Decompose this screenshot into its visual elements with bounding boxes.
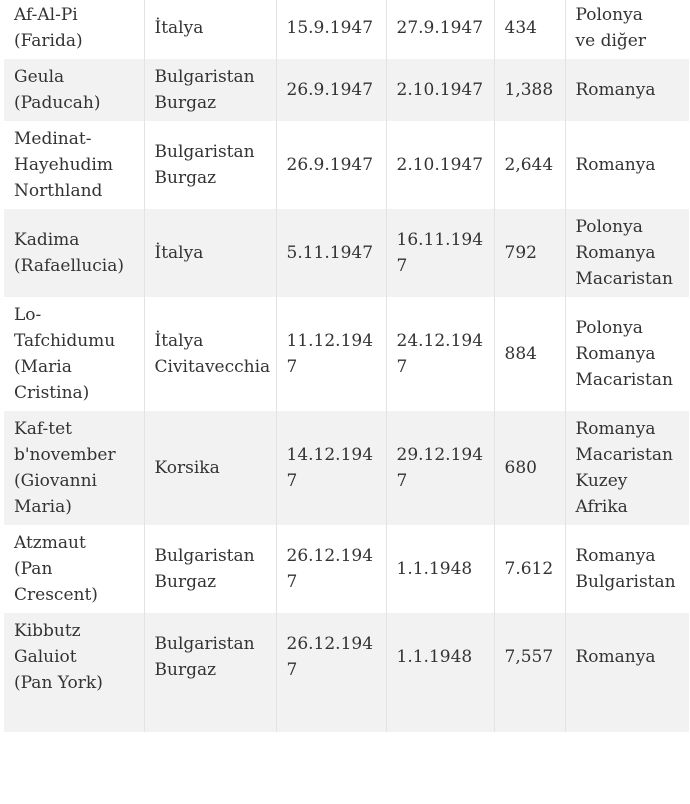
- departure-port-line: Korsika: [154, 458, 220, 478]
- departure-port-cell: [144, 59, 276, 121]
- departure-port-cell: [144, 209, 276, 297]
- ship-name-line: (Rafaellucia): [14, 256, 124, 276]
- origin-country-line: Romanya: [575, 647, 656, 667]
- departure-port-line: Burgaz: [154, 660, 217, 680]
- arrival-date-cell: 2.10.1947: [386, 59, 494, 121]
- ship-name-cell: [4, 59, 144, 121]
- table-row: [4, 209, 689, 297]
- table-row: [4, 297, 689, 411]
- ship-name-line: Kaf-tet: [14, 419, 72, 439]
- ship-name-line: Cristina): [14, 383, 90, 403]
- departure-date-cell: 11.12.1947: [276, 297, 386, 411]
- passenger-count-cell: 7,557: [494, 613, 565, 732]
- ship-name-cell: [4, 209, 144, 297]
- arrival-date-cell: 29.12.1947: [386, 411, 494, 525]
- origin-country-line: Bulgaristan: [575, 572, 676, 592]
- table-row: [4, 411, 689, 525]
- table-row: [4, 59, 689, 121]
- arrival-date-cell: 27.9.1947: [386, 0, 494, 59]
- ship-name-cell: [4, 411, 144, 525]
- departure-port-cell: [144, 613, 276, 732]
- departure-port-cell: [144, 297, 276, 411]
- ship-name-line: Medinat-: [14, 129, 92, 149]
- departure-port-line: Burgaz: [154, 572, 217, 592]
- ship-table: [4, 0, 689, 732]
- origin-country-line: Macaristan: [575, 445, 673, 465]
- table-row: [4, 121, 689, 209]
- ship-name-line: (Pan York): [14, 673, 103, 693]
- departure-date-cell: 15.9.1947: [276, 0, 386, 59]
- ship-name-line: Af-Al-Pi: [14, 5, 78, 25]
- origin-country-cell: [565, 411, 689, 525]
- departure-port-line: İtalya: [154, 331, 204, 351]
- departure-port-line: İtalya: [154, 243, 204, 263]
- origin-country-line: Kuzey: [575, 471, 628, 491]
- passenger-count-cell: 434: [494, 0, 565, 59]
- ship-name-line: Lo-: [14, 305, 42, 325]
- origin-country-line: Polonya: [575, 5, 643, 25]
- ship-name-cell: [4, 297, 144, 411]
- ship-name-cell: [4, 613, 144, 732]
- departure-date-cell: 26.9.1947: [276, 59, 386, 121]
- origin-country-cell: [565, 525, 689, 613]
- origin-country-line: Romanya: [575, 546, 656, 566]
- arrival-date-cell: 16.11.1947: [386, 209, 494, 297]
- ship-name-line: (Paducah): [14, 93, 101, 113]
- ship-name-line: Tafchidumu: [14, 331, 116, 351]
- departure-port-cell: [144, 411, 276, 525]
- arrival-date-cell: 1.1.1948: [386, 525, 494, 613]
- ship-name-line: Atzmaut: [14, 533, 86, 553]
- arrival-date-cell: 1.1.1948: [386, 613, 494, 732]
- table-body: [4, 0, 689, 732]
- departure-date-cell: 26.12.1947: [276, 613, 386, 732]
- ship-name-line: b'november: [14, 445, 116, 465]
- departure-port-cell: [144, 525, 276, 613]
- origin-country-line: Romanya: [575, 155, 656, 175]
- ship-name-line: Hayehudim: [14, 155, 113, 175]
- departure-port-cell: [144, 121, 276, 209]
- arrival-date-cell: 2.10.1947: [386, 121, 494, 209]
- departure-port-cell: [144, 0, 276, 59]
- departure-date-cell: 26.12.1947: [276, 525, 386, 613]
- origin-country-line: Macaristan: [575, 269, 673, 289]
- ship-name-line: Kibbutz: [14, 621, 81, 641]
- ship-name-line: Kadima: [14, 230, 80, 250]
- departure-port-line: Bulgaristan: [154, 634, 255, 654]
- ship-name-line: Maria): [14, 497, 72, 517]
- departure-port-line: Burgaz: [154, 168, 217, 188]
- ship-name-line: (Giovanni: [14, 471, 97, 491]
- passenger-count-cell: 1,388: [494, 59, 565, 121]
- ship-name-line: (Pan: [14, 559, 53, 579]
- departure-port-line: Bulgaristan: [154, 546, 255, 566]
- origin-country-line: Romanya: [575, 80, 656, 100]
- departure-date-cell: 5.11.1947: [276, 209, 386, 297]
- ship-name-line: (Farida): [14, 31, 83, 51]
- ship-name-cell: [4, 121, 144, 209]
- origin-country-line: Polonya: [575, 318, 643, 338]
- table-row: [4, 613, 689, 732]
- passenger-count-cell: 680: [494, 411, 565, 525]
- ship-name-line: Northland: [14, 181, 103, 201]
- origin-country-cell: [565, 613, 689, 732]
- origin-country-line: Polonya: [575, 217, 643, 237]
- departure-port-line: Civitavecchia: [154, 357, 271, 377]
- ship-name-line: Geula: [14, 67, 65, 87]
- origin-country-line: Afrika: [575, 497, 628, 517]
- passenger-count-cell: 2,644: [494, 121, 565, 209]
- origin-country-cell: [565, 59, 689, 121]
- ship-name-cell: [4, 525, 144, 613]
- origin-country-line: Romanya: [575, 344, 656, 364]
- passenger-count-cell: 884: [494, 297, 565, 411]
- origin-country-cell: [565, 209, 689, 297]
- passenger-count-cell: 7.612: [494, 525, 565, 613]
- origin-country-line: Romanya: [575, 419, 656, 439]
- origin-country-line: ve diğer: [575, 31, 646, 51]
- ship-name-line: (Maria: [14, 357, 72, 377]
- table-row: [4, 525, 689, 613]
- origin-country-cell: [565, 121, 689, 209]
- origin-country-cell: [565, 297, 689, 411]
- ship-name-line: Crescent): [14, 585, 98, 605]
- departure-date-cell: 26.9.1947: [276, 121, 386, 209]
- arrival-date-cell: 24.12.1947: [386, 297, 494, 411]
- table-row: [4, 0, 689, 59]
- ship-name-line: Galuiot: [14, 647, 77, 667]
- departure-port-line: Bulgaristan: [154, 142, 255, 162]
- departure-port-line: İtalya: [154, 18, 204, 38]
- ship-name-cell: [4, 0, 144, 59]
- origin-country-line: Romanya: [575, 243, 656, 263]
- departure-port-line: Burgaz: [154, 93, 217, 113]
- origin-country-line: Macaristan: [575, 370, 673, 390]
- passenger-count-cell: 792: [494, 209, 565, 297]
- departure-date-cell: 14.12.1947: [276, 411, 386, 525]
- departure-port-line: Bulgaristan: [154, 67, 255, 87]
- origin-country-cell: [565, 0, 689, 59]
